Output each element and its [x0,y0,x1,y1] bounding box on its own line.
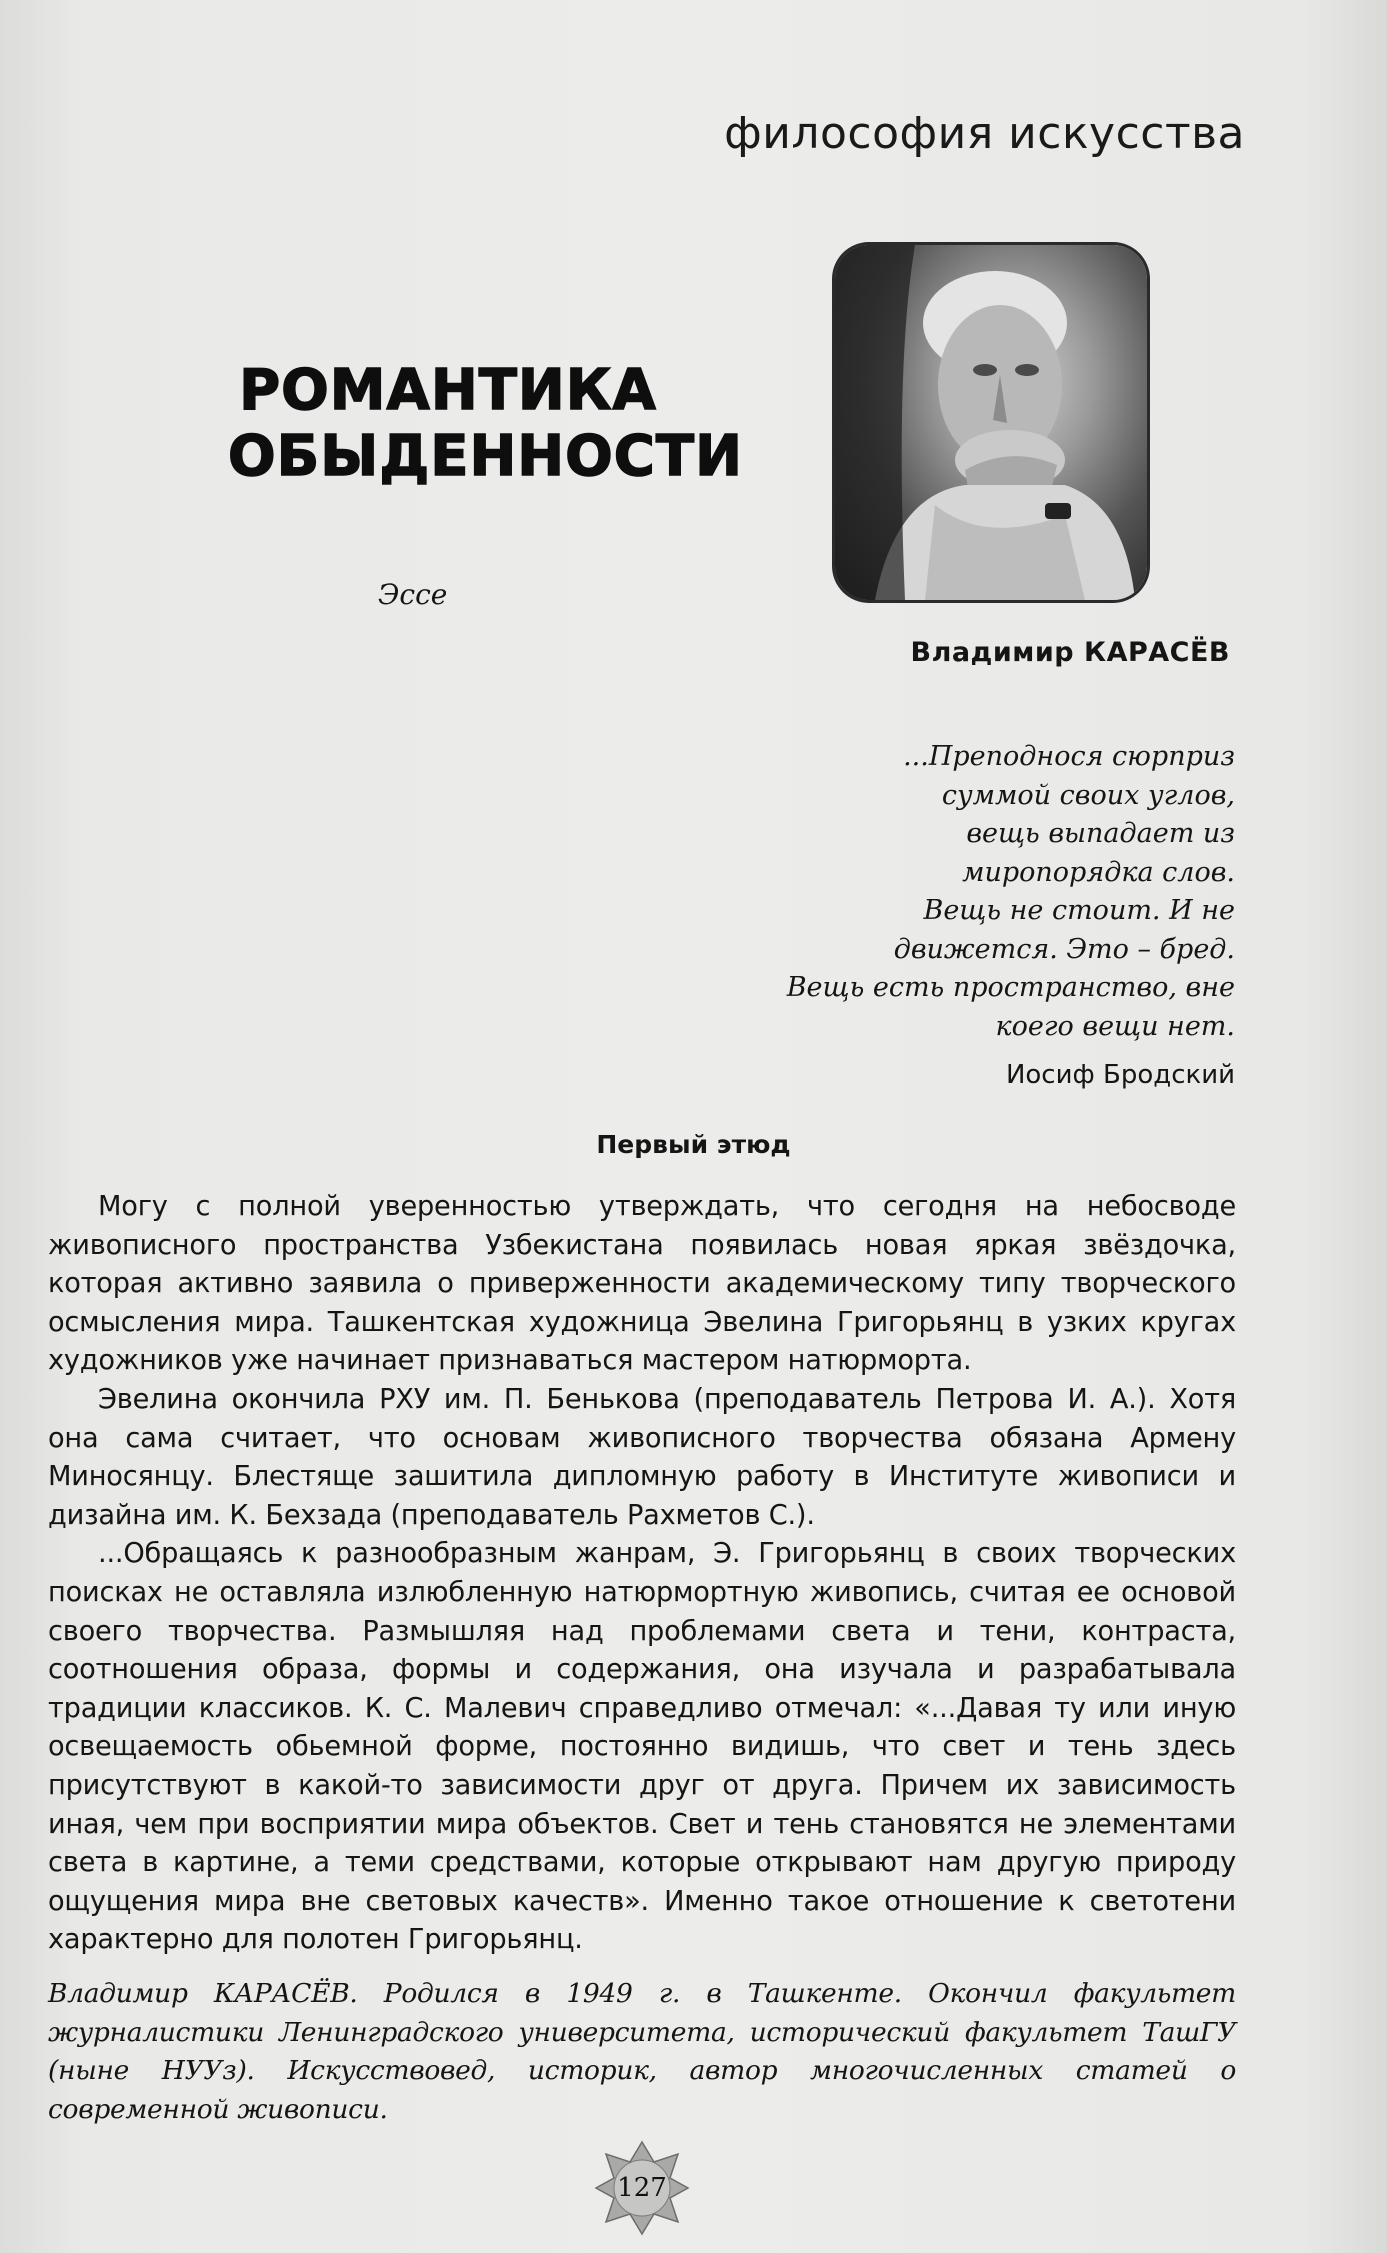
article-title [228,358,743,490]
epigraph-line: коего вещи нет. [995,1010,1235,1042]
epigraph-line: ...Преподнося сюрприз [903,741,1235,772]
article-title-line-2: ОБЫДЕННОСТИ [228,424,743,489]
body-paragraph: ...Обращаясь к разнообразным жанрам, Э. Григорьянц в своих творческих поисках не оставляла излюбленную натюрмортную живопись, считая ее основой своего творчества. Размышляя над проблемами света и тени, контраста, соотношения образа, формы и содержания, она изучала и разрабатывала традиции классиков. К. С. Малевич справедливо отмечал: «...Давая ту или иную освещаемость обьемной форме, постоянно видишь, что свет и тень здесь присутствуют в какой-то зависимости друг от друга. Причем их зависимость иная, чем при восприятии мира объектов. Свет и тень становятся не элементами света в картине, а теми средствами, которые открывают нам другую природу ощущения мира вне световых качеств». Именно такое отношение к светотени характерно для полотен Григорьянц. [48,1538,1236,1956]
article-body [48,1188,1236,1960]
epigraph-line: Вещь не стоит. И не [923,895,1235,926]
article-title-line-1: РОМАНТИКА [239,358,657,423]
article-author: Владимир КАРАСЁВ [910,637,1230,668]
section-title: философия искусства [724,108,1245,159]
article-genre: Эссе [378,578,448,611]
epigraph-line: Вещь есть пространство, вне [786,972,1235,1003]
author-portrait-illustration [835,245,1147,600]
page-number: 127 [617,2173,667,2203]
author-bio: Владимир КАРАСЁВ. Родился в 1949 г. в Ташкенте. Окончил факультет журналистики Ленинградского университета, исторический факультет ТашГУ (ныне НУУз). Искусствовед, историк, автор многочисленных статей о современной живописи. [48,1978,1236,2125]
epigraph [615,738,1235,1046]
page-number-badge [594,2140,690,2236]
epigraph-line: вещь выпадает из [966,818,1235,849]
body-paragraph: Эвелина окончила РХУ им. П. Бенькова (преподаватель Петрова И. А.). Хотя она сама считает, что основам живописного творчества обязана Армену Миносянцу. Блестяще зашитила дипломную работу в Институте живописи и дизайна им. К. Бехзада (преподаватель Рахметов С.). [48,1383,1236,1531]
section-heading: Первый этюд [596,1130,791,1159]
epigraph-line: движется. Это – бред. [893,933,1235,965]
body-paragraph: Могу с полной уверенностью утверждать, что сегодня на небосводе живописного пространства Узбекистана появилась новая яркая звёздочка, которая активно заявила о приверженности академическому типу творческого осмысления мира. Ташкентская художница Эвелина Григорьянц в узких кругах художников уже начинает признаваться мастером натюрморта. [48,1191,1236,1377]
epigraph-line: суммой своих углов, [941,779,1235,811]
author-photo [835,245,1147,600]
epigraph-line: миропорядка слов. [962,856,1235,888]
epigraph-author: Иосиф Бродский [1005,1060,1235,1090]
